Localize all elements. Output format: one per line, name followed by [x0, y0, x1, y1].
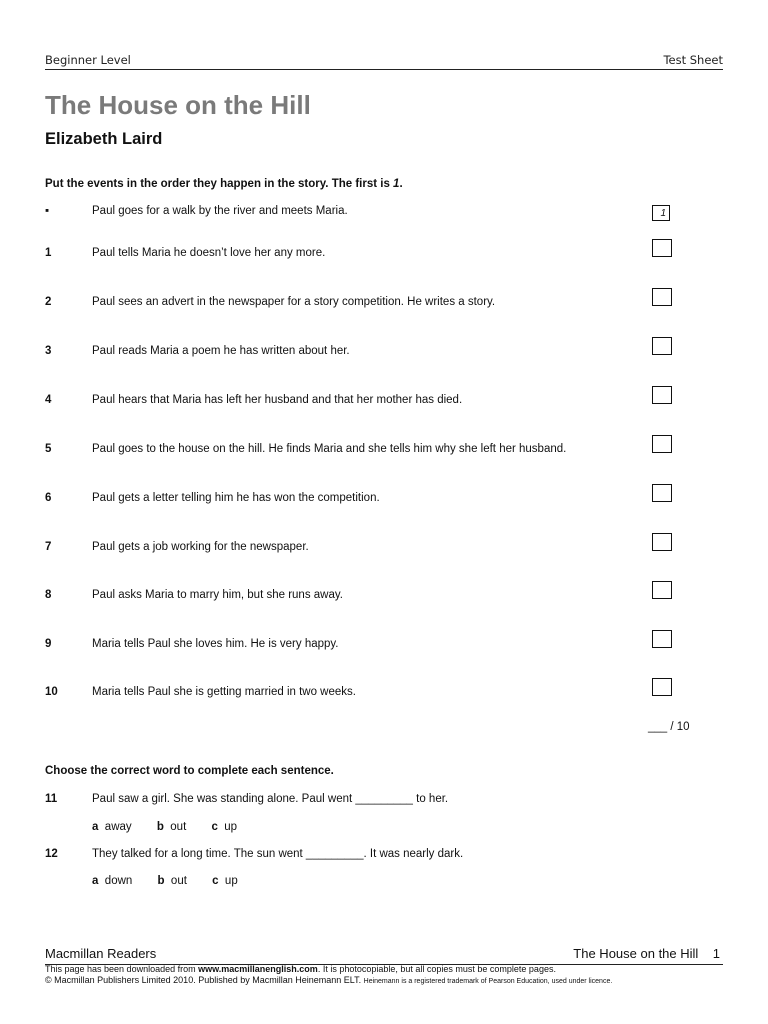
option-c[interactable]: c up [212, 875, 238, 887]
question-number: 12 [45, 848, 58, 860]
option-a[interactable]: a down [92, 875, 133, 887]
answer-box[interactable] [652, 337, 672, 355]
item-number: 6 [45, 492, 52, 504]
answer-box[interactable] [652, 484, 672, 502]
example-text: Paul goes for a walk by the river and meets Maria. [92, 205, 348, 217]
question-number: 11 [45, 793, 58, 805]
answer-box[interactable] [652, 678, 672, 696]
item-text: Maria tells Paul she is getting married in two weeks. [92, 686, 356, 698]
footer-download-note: This page has been downloaded from www.macmillanenglish.com. It is photocopiable, but all copies must be complete pages. [45, 964, 556, 974]
footer-trademark-note: Heinemann is a registered trademark of Pearson Education, used under licence. [363, 978, 613, 985]
item-number: 8 [45, 589, 52, 601]
option-a[interactable]: a away [92, 821, 132, 833]
question-options [92, 875, 260, 887]
answer-box[interactable] [652, 581, 672, 599]
question-text: Paul saw a girl. She was standing alone. Paul went _________ to her. [92, 793, 449, 805]
option-c[interactable]: c up [211, 821, 238, 833]
item-number: 9 [45, 638, 52, 650]
item-text: Paul reads Maria a poem he has written about her. [92, 345, 350, 357]
item-number: 1 [45, 247, 52, 259]
item-text: Paul sees an advert in the newspaper for a story competition. He writes a story. [92, 296, 496, 308]
section1-instruction [45, 178, 403, 190]
option-b[interactable]: b out [157, 875, 187, 887]
answer-box[interactable] [652, 288, 672, 306]
question-options [92, 821, 259, 833]
item-number: 5 [45, 443, 52, 455]
item-text: Paul hears that Maria has left her husband and that her mother has died. [92, 394, 463, 406]
item-text: Paul gets a letter telling him he has won the competition. [92, 492, 380, 504]
sheet-type-label: Test Sheet [663, 53, 723, 67]
footer-copyright: © Macmillan Publishers Limited 2010. Published by Macmillan Heinemann ELT. Heinemann is a registered trademark of Pearson Education, used under licence. [45, 975, 613, 985]
score-blank: ___ / 10 [648, 721, 690, 733]
footer-book-title: The House on the Hill [573, 946, 699, 961]
item-number: 2 [45, 296, 52, 308]
answer-box[interactable] [652, 435, 672, 453]
example-bullet: ▪ [45, 205, 50, 217]
option-b[interactable]: b out [156, 821, 187, 833]
item-number: 7 [45, 541, 52, 553]
instruction-text: Put the events in the order they happen in the story. The first is [45, 178, 394, 190]
answer-box[interactable] [652, 630, 672, 648]
header-divider [45, 69, 723, 70]
instruction-italic-number: 1 [393, 178, 400, 190]
footer-book-page [573, 946, 720, 961]
footer-series: Macmillan Readers [45, 946, 157, 961]
footer-website-link[interactable]: www.macmillanenglish.com [198, 964, 318, 974]
answer-box[interactable] [652, 239, 672, 257]
section2-instruction: Choose the correct word to complete each sentence. [45, 765, 334, 777]
item-text: Paul asks Maria to marry him, but she runs away. [92, 589, 343, 601]
item-text: Paul goes to the house on the hill. He finds Maria and she tells him why she left her husband. [92, 443, 567, 455]
level-label: Beginner Level [45, 53, 131, 67]
page-title: The House on the Hill [45, 90, 311, 120]
question-text: They talked for a long time. The sun went _________. It was nearly dark. [92, 848, 464, 860]
item-number: 4 [45, 394, 52, 406]
item-text: Paul tells Maria he doesn’t love her any more. [92, 247, 326, 259]
instruction-end: . [399, 178, 403, 190]
answer-box[interactable] [652, 386, 672, 404]
item-text: Paul gets a job working for the newspaper. [92, 541, 309, 553]
item-number: 3 [45, 345, 52, 357]
example-answer-box: 1 [652, 205, 670, 221]
author-name: Elizabeth Laird [45, 130, 163, 148]
answer-box[interactable] [652, 533, 672, 551]
item-number: 10 [45, 686, 58, 698]
item-text: Maria tells Paul she loves him. He is very happy. [92, 638, 339, 650]
footer-page-number: 1 [712, 946, 720, 961]
